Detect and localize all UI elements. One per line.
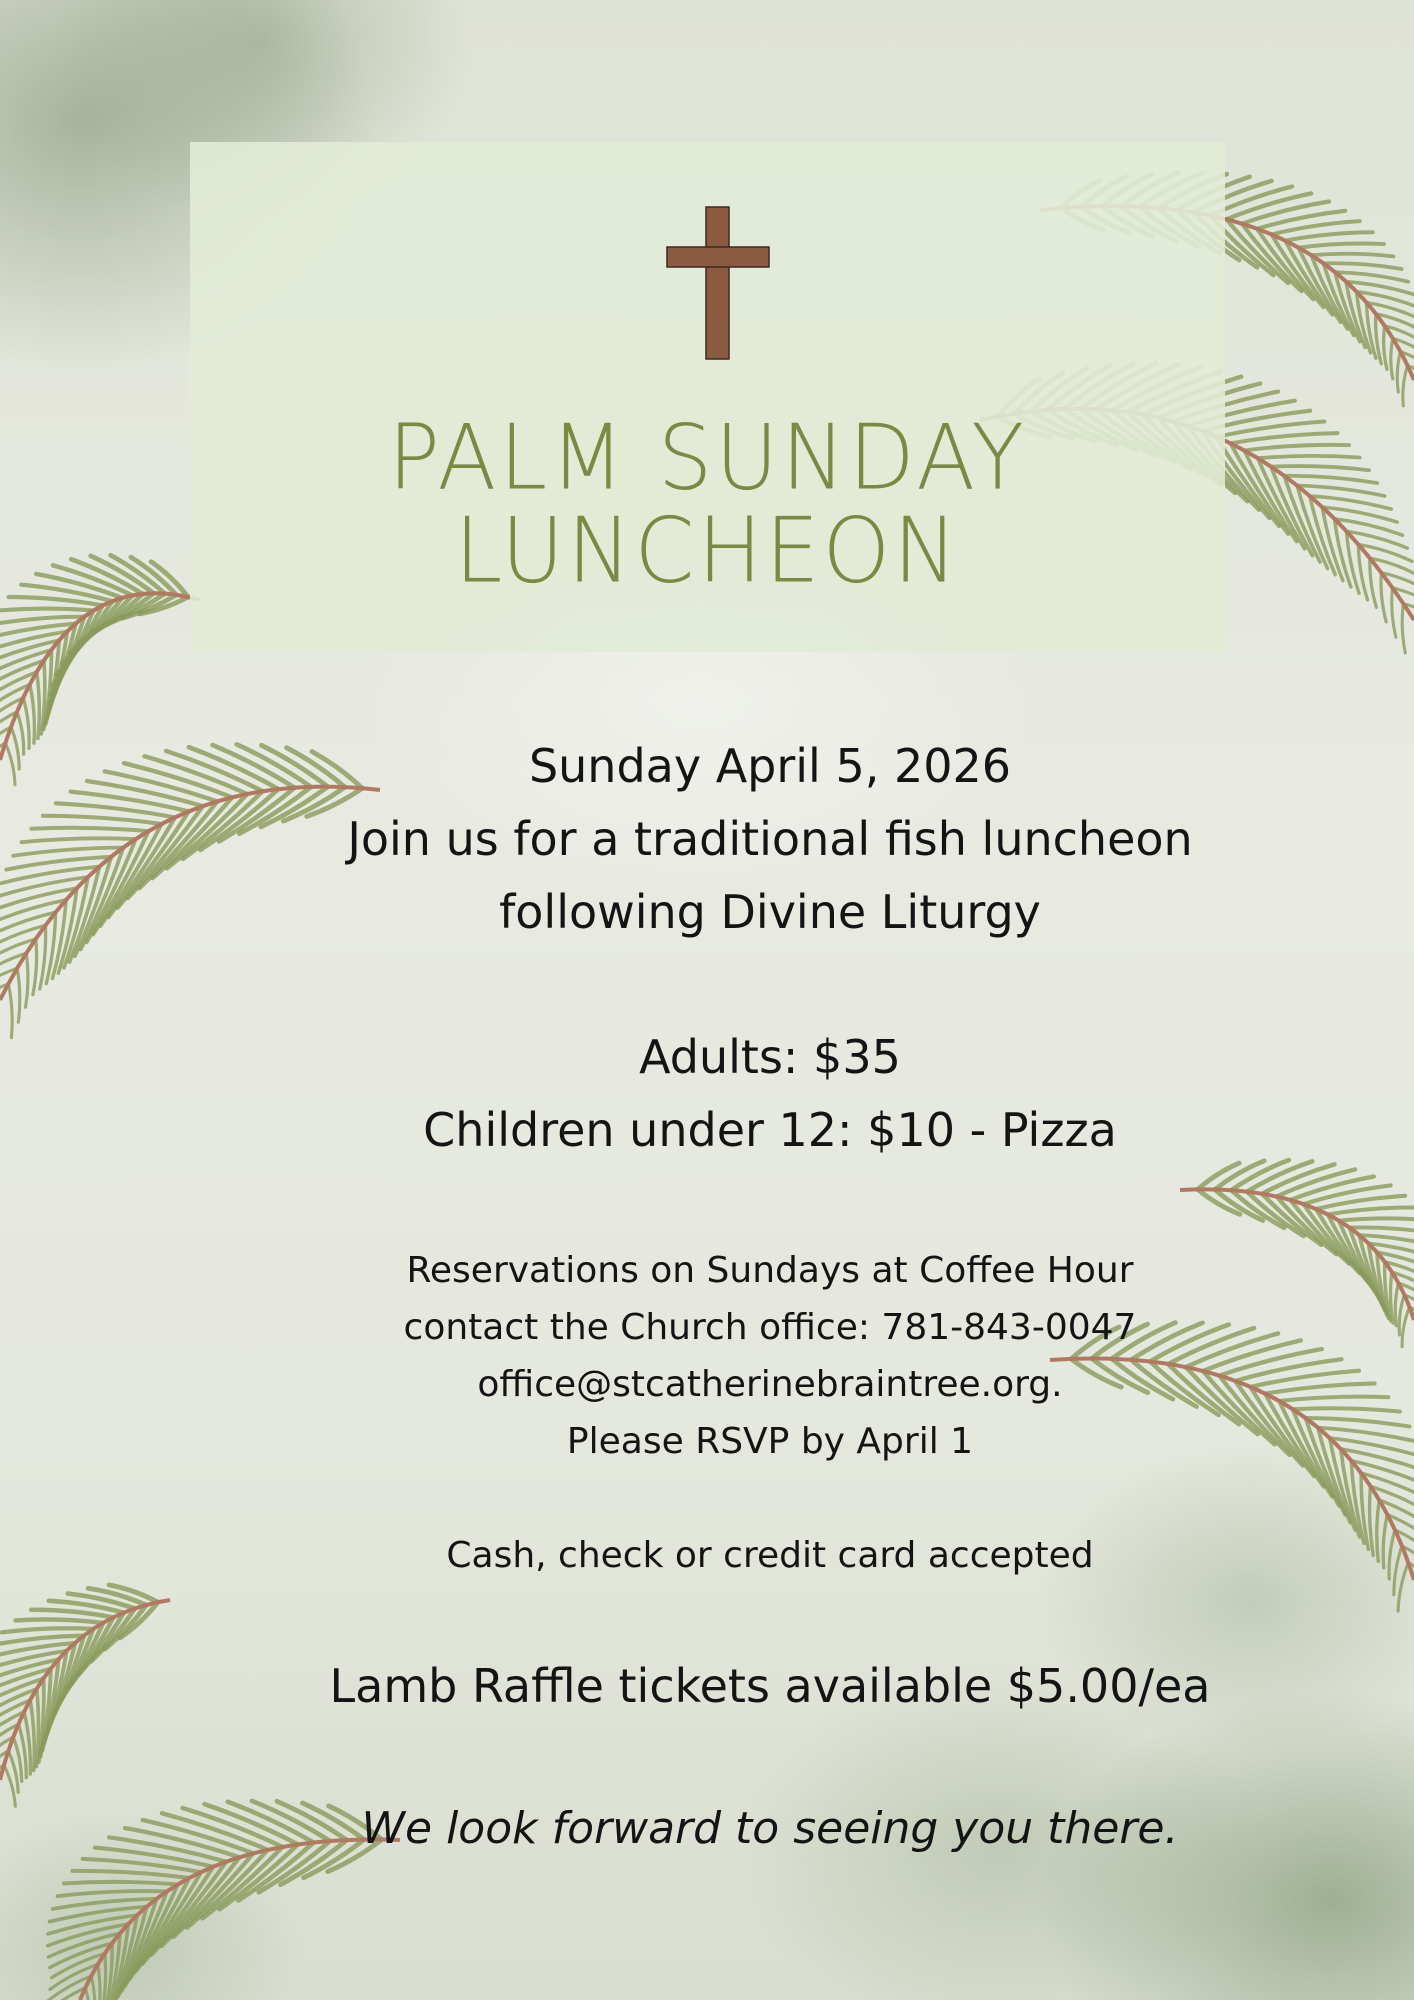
title-line-2: LUNCHEON — [454, 498, 961, 604]
price-children: Children under 12: $10 - Pizza — [423, 1103, 1117, 1157]
rsvp-deadline: Please RSVP by April 1 — [566, 1421, 974, 1462]
event-line-2: following Divine Liturgy — [499, 885, 1041, 939]
payment-methods: Cash, check or credit card accepted — [446, 1535, 1094, 1576]
reservations-email: office@stcatherinebraintree.org. — [477, 1364, 1063, 1405]
price-adults: Adults: $35 — [639, 1030, 901, 1084]
raffle-info: Lamb Raffle tickets available $5.00/ea — [329, 1659, 1211, 1713]
palm-frond — [0, 1585, 170, 1806]
closing-message: We look forward to seeing you there. — [361, 1803, 1179, 1854]
title-line-1: PALM SUNDAY — [388, 405, 1027, 511]
event-line-1: Join us for a traditional fish luncheon — [347, 812, 1193, 866]
cross-icon — [666, 206, 770, 360]
reservations-line-1: Reservations on Sundays at Coffee Hour — [406, 1250, 1134, 1291]
reservations-line-2: contact the Church office: 781-843-0047 — [403, 1307, 1137, 1348]
event-date: Sunday April 5, 2026 — [528, 739, 1012, 793]
